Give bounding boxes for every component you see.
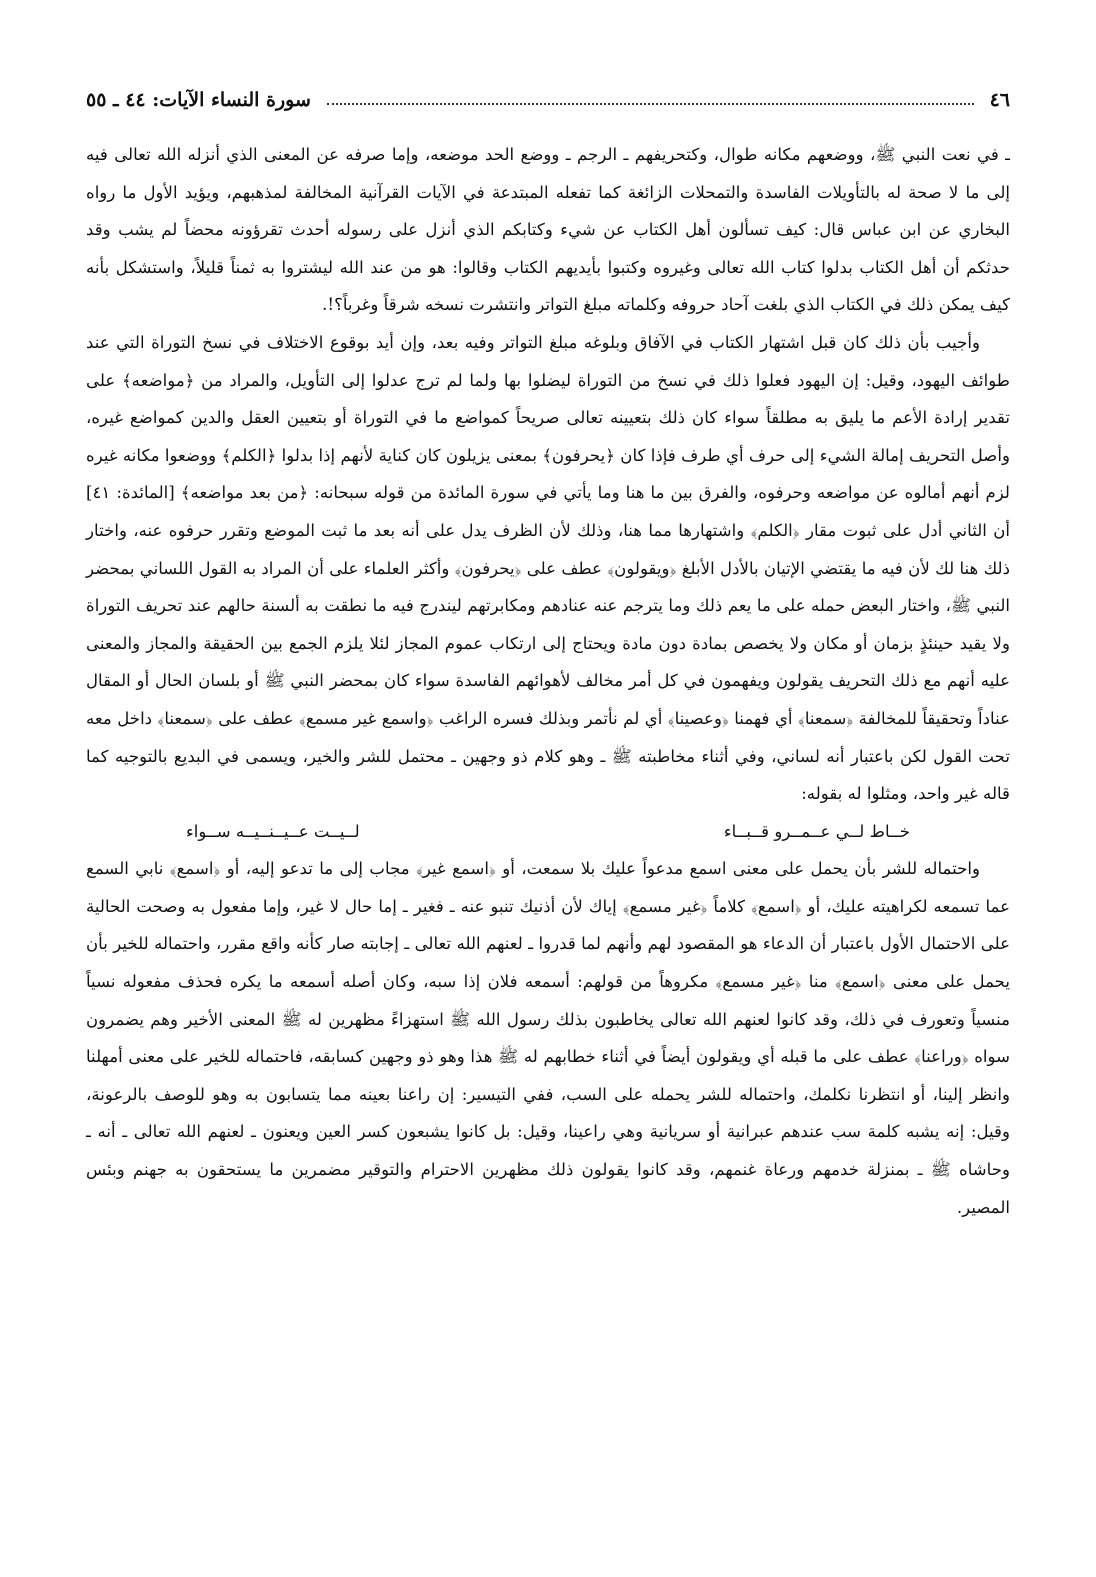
page-body [86, 136, 1010, 1226]
poetry-verse [86, 813, 1010, 851]
paragraph-2: وأجيب بأن ذلك كان قبل اشتهار الكتاب في الآفاق وبلوغه مبلغ التواتر وفيه بعد، وإن أيد بوقوع الاختلاف في نسخ التوراة التي عند طوائف اليهود، وقيل: إن اليهود فعلوا ذلك في نسخ من التوراة ليضلوا بها ولما لم ترج عدلوا إلى التأويل، والمراد من ﴿مواضعه﴾ على تقدير إرادة الأعم ما يليق به مطلقاً سواء كان ذلك بتعيينه تعالى صريحاً كمواضع ما في التوراة أو بتعيين العقل والدين كمواضع غيره، وأصل التحريف إمالة الشيء إلى حرف أي طرف فإذا كان ﴿يحرفون﴾ بمعنى يزيلون كان كناية لأنهم إذا بدلوا ﴿الكلم﴾ ووضعوا مكانه غيره لزم أنهم أمالوه عن مواضعه وحرفوه، والفرق بين ما هنا وما يأتي في سورة المائدة من قوله سبحانه: ﴿من بعد مواضعه﴾ [المائدة: ٤١] أن الثاني أدل على ثبوت مقار ﴿الكلم﴾ واشتهارها مما هنا، وذلك لأن الظرف يدل على أنه بعد ما ثبت الموضع وتقرر حرفوه عنه، واختار ذلك هنا لك لأن فيه ما يقتضي الإتيان بالأدل الأبلغ ﴿ويقولون﴾ عطف على ﴿يحرفون﴾ وأكثر العلماء على أن المراد به القول اللساني بمحضر النبي ﷺ، واختار البعض حمله على ما يعم ذلك وما يترجم عنه عنادهم ومكابرتهم ليندرج فيه ما نطقت به ألسنة حالهم عند تحريف التوراة ولا يقيد حينئذٍ بزمان أو مكان ولا يخصص بمادة دون مادة ويحتاج إلى ارتكاب عموم المجاز لئلا يلزم الجمع بين الحقيقة والمجاز والمعنى عليه أنهم مع ذلك التحريف يقولون ويفهمون في كل أمر مخالف لأهوائهم الفاسدة سواء كان بمحضر النبي ﷺ أو بلسان الحال أو المقال عناداً وتحقيقاً للمخالفة ﴿سمعنا﴾ أي فهمنا ﴿وعصينا﴾ أي لم نأتمر وبذلك فسره الراغب ﴿واسمع غير مسمع﴾ عطف على ﴿سمعنا﴾ داخل معه تحت القول لكن باعتبار أنه لساني، وفي أثناء مخاطبته ﷺ ـ وهو كلام ذو وجهين ـ محتمل للشر والخير، ويسمى في البديع بالتوجيه كما قاله غير واحد، ومثلوا له بقوله: [86, 332, 1010, 804]
running-title: سورة النساء الآيات: ٤٤ ـ ٥٥ [86, 89, 311, 111]
verse-hemistich-right: خــاط لــي عــمــرو قــبــاء [723, 821, 910, 841]
page-number: ٤٦ [989, 89, 1010, 111]
header-dotted-leader [327, 103, 974, 105]
verse-hemistich-left: لــيــت عــيــنــيــه ســواء [186, 821, 360, 841]
page-header [86, 82, 1010, 118]
paragraph-1: ـ في نعت النبي ﷺ، ووضعهم مكانه طوال، وكتحريفهم ـ الرجم ـ ووضع الحد موضعه، وإما صرفه عن المعنى الذي أنزله الله تعالى فيه إلى ما لا صحة له بالتأويلات الفاسدة والتمحلات الزائغة كما تفعله المبتدعة في الآيات القرآنية المخالفة لمذهبهم، ويؤيد الأول ما رواه البخاري عن ابن عباس قال: كيف تسألون أهل الكتاب عن شيء وكتابكم الذي أنزل على رسوله أحدث تقرؤونه محضاً لم يشب وقد حدثكم أن أهل الكتاب بدلوا كتاب الله تعالى وغيروه وكتبوا بأيديهم الكتاب وقالوا: هو من عند الله ليشتروا به ثمناً قليلاً، واستشكل بأنه كيف يمكن ذلك في الكتاب الذي بلغت آحاد حروفه وكلماته مبلغ التواتر وانتشرت نسخه شرقاً وغرباً؟!. [86, 145, 1010, 315]
paragraph-3: واحتماله للشر بأن يحمل على معنى اسمع مدعواً عليك بلا سمعت، أو ﴿اسمع غير﴾ مجاب إلى ما تدعو إليه، أو ﴿اسمع﴾ نابي السمع عما تسمعه لكراهيته عليك، أو ﴿اسمع﴾ كلاماً ﴿غير مسمع﴾ إياك لأن أذنيك تنبو عنه ـ فغير ـ إما حال لا غير، وإما مفعول به وصحت الحالية على الاحتمال الأول باعتبار أن الدعاء هو المقصود لهم وأنهم لما قدروا ـ لعنهم الله تعالى ـ إجابته صار كأنه واقع مقرر، واحتماله للخير بأن يحمل على معنى ﴿اسمع﴾ منا ﴿غير مسمع﴾ مكروهاً من قولهم: أسمعه فلان إذا سبه، وكان أصله أسمعه ما يكره فحذف مفعوله نسياً منسياً وتعورف في ذلك، وقد كانوا لعنهم الله تعالى يخاطبون بذلك رسول الله ﷺ استهزاءً مظهرين له ﷺ المعنى الأخير وهم يضمرون سواه ﴿وراعنا﴾ عطف على ما قبله أي ويقولون أيضاً في أثناء خطابهم له ﷺ هذا وهو ذو وجهين كسابقه، فاحتماله للخير على معنى أمهلنا وانظر إلينا، أو انتظرنا نكلمك، واحتماله للشر يحمله على السب، ففي التيسير: إن راعنا بعينه مما يتسابون به وهو للوصف بالرعونة، وقيل: إنه يشبه كلمة سب عندهم عبرانية أو سريانية وهي راعينا، وقيل: بل كانوا يشبعون كسر العين ويعنون ـ لعنهم الله تعالى ـ أنه ـ وحاشاه ﷺ ـ بمنزلة خدمهم ورعاة غنمهم، وقد كانوا يقولون ذلك مظهرين الاحترام والتوقير مضمرين ما يستحقون به جهنم وبئس المصير. [86, 859, 1010, 1217]
